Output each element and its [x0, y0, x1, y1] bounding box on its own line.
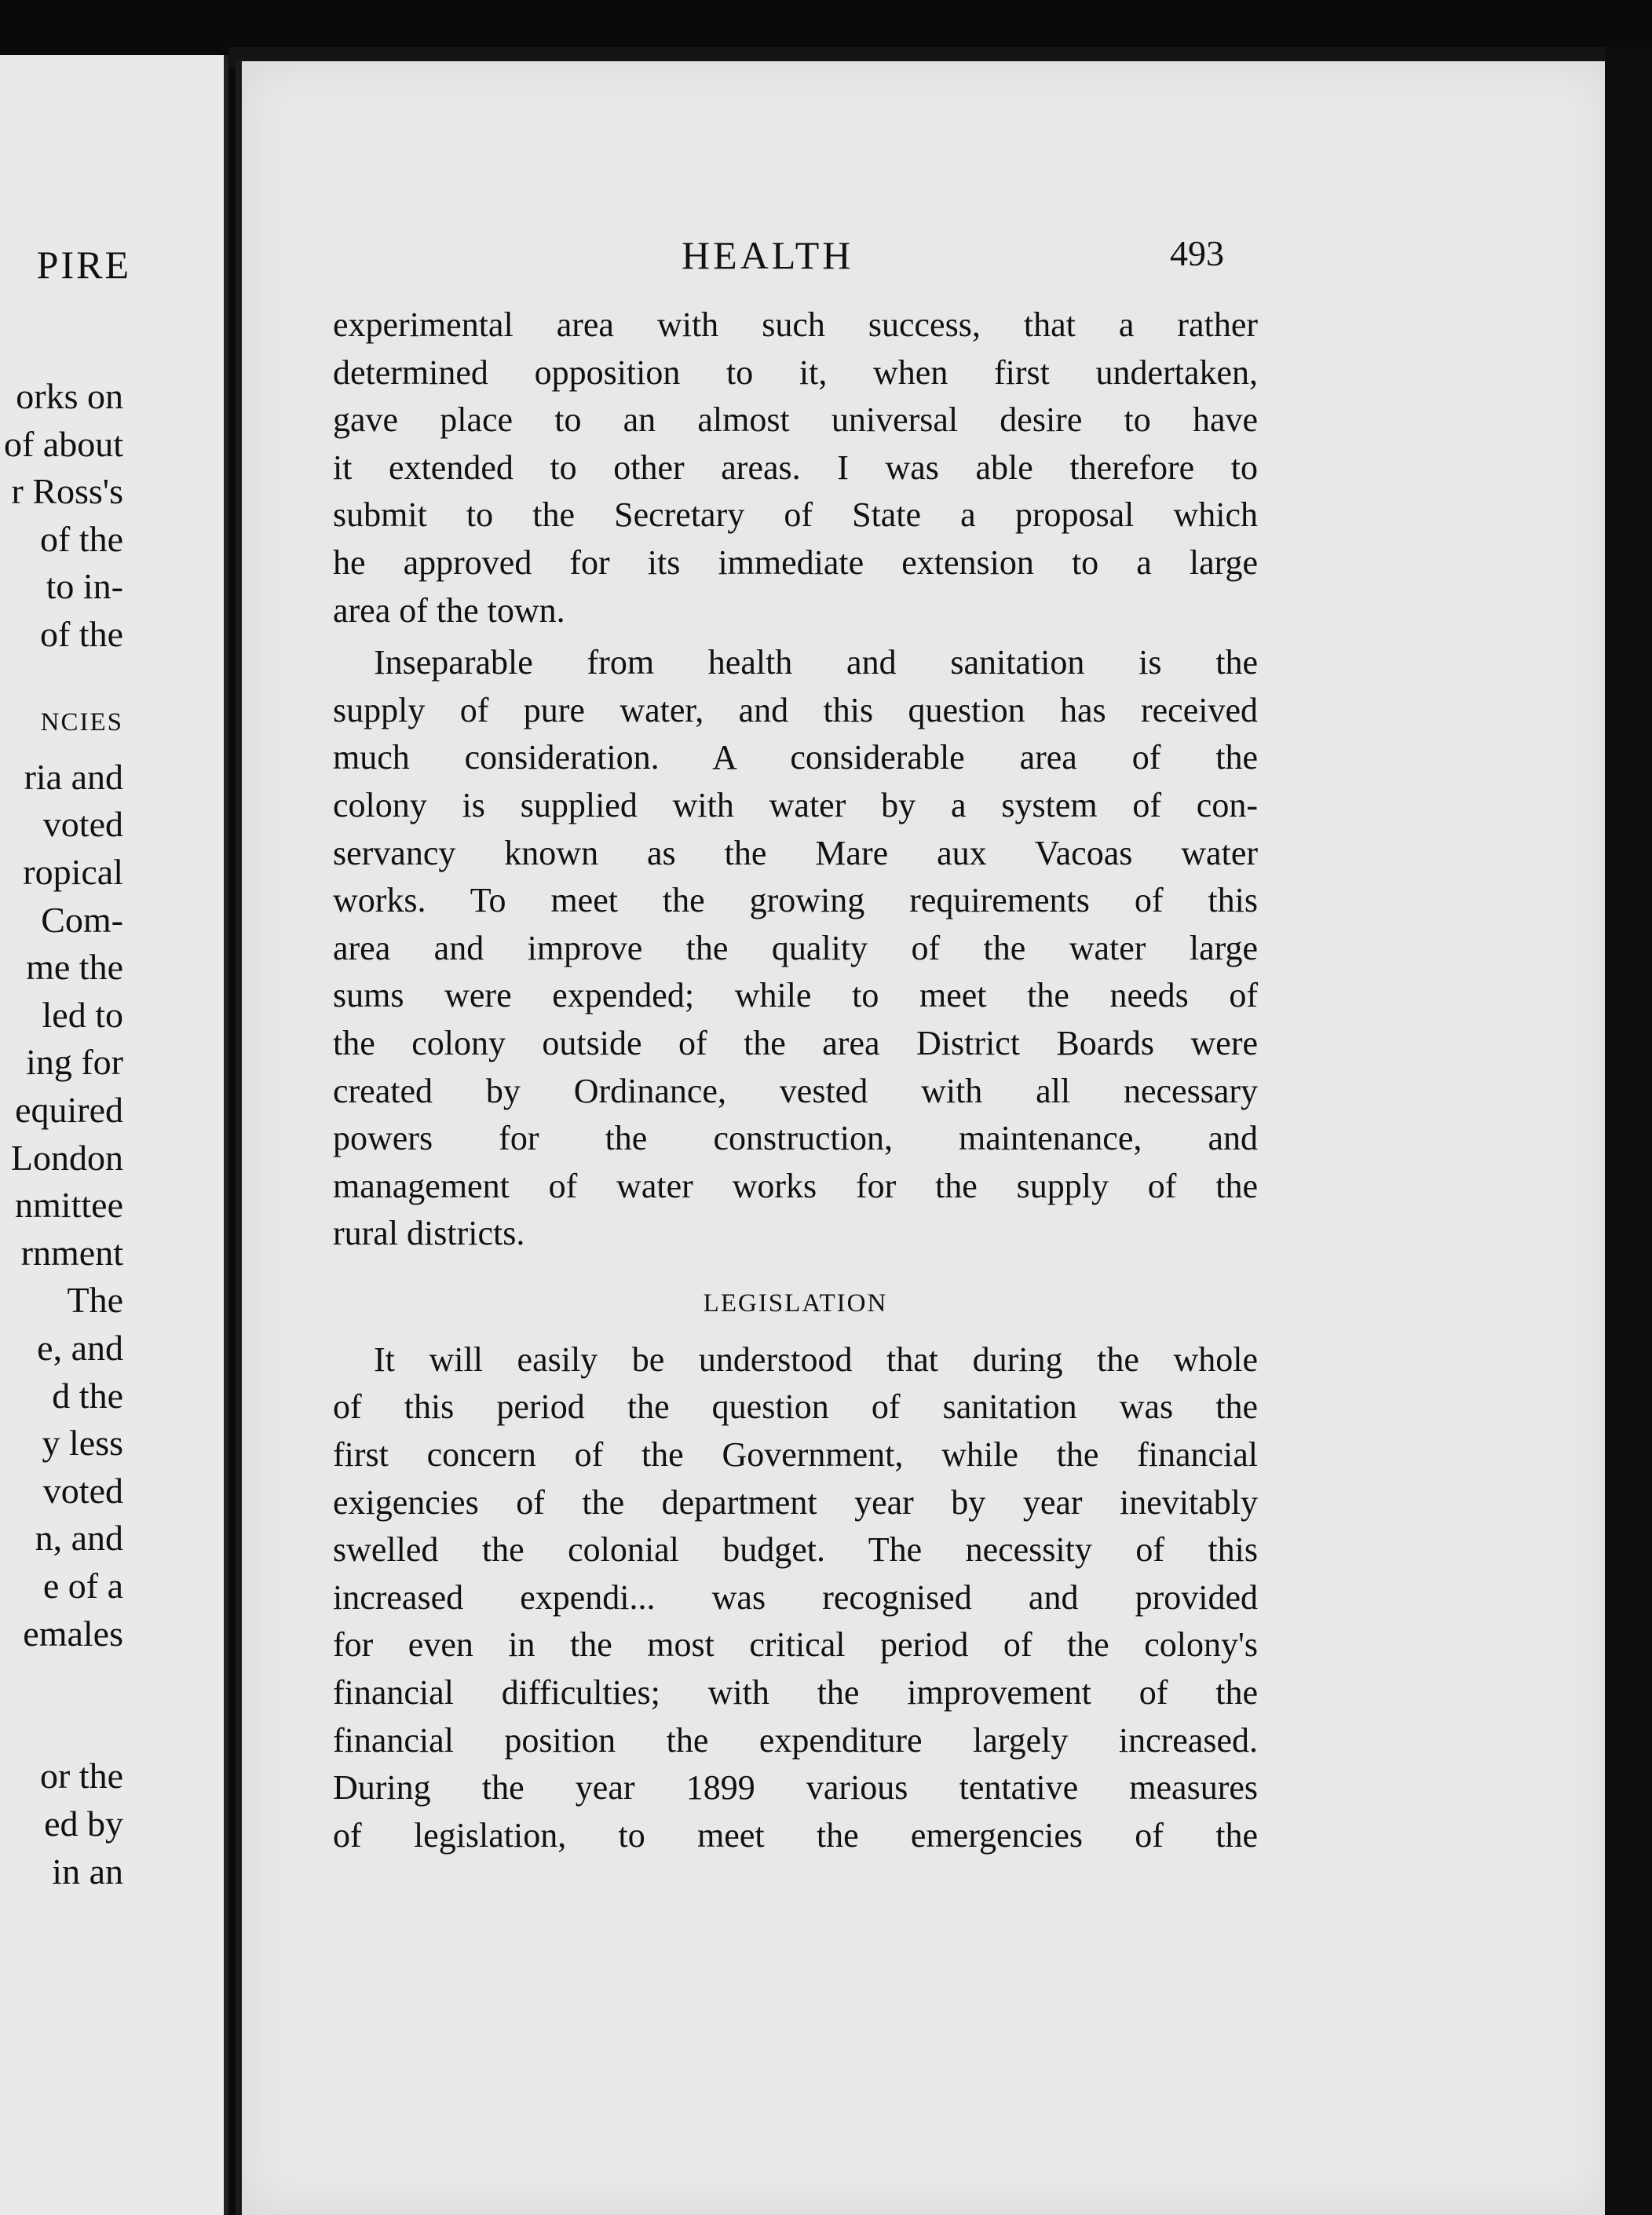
page-number: 493 [1170, 233, 1224, 273]
text-line: experimental area with such success, that a rather [333, 305, 1258, 344]
text-line: area and improve the quality of the water large [333, 928, 1258, 967]
previous-page-line: orks on [16, 376, 123, 416]
text-line: submit to the Secretary of State a proposal which [333, 495, 1258, 535]
text-line: financial difficulties; with the improvement of the [333, 1673, 1258, 1712]
previous-page-line: rnment [20, 1232, 123, 1273]
text-line: much consideration. A considerable area of the [333, 738, 1258, 777]
previous-page-line: of the [39, 518, 123, 559]
text-line: he approved for its immediate extension to a large [333, 543, 1258, 582]
running-head: HEALTH [682, 233, 854, 277]
text-line: financial position the expenditure largely increased. [333, 1720, 1258, 1760]
previous-page-line: nmittee [15, 1185, 123, 1226]
paragraph-2 [333, 639, 1258, 1258]
text-line: for even in the most critical period of the colony's [333, 1625, 1258, 1665]
section-heading: LEGISLATION [703, 1288, 888, 1318]
text-line: increased expendi... was recognised and provided [333, 1577, 1258, 1617]
previous-page-running-head: PIRE [36, 243, 131, 287]
previous-page-line: of the [39, 614, 123, 654]
text-line: of this period the question of sanitation was the [333, 1387, 1258, 1427]
previous-page-line: voted [42, 1470, 123, 1511]
text-line: It will easily be understood that during the whole [374, 1340, 1258, 1379]
previous-page-line: Com- [41, 899, 123, 940]
text-line: powers for the construction, maintenance, and [333, 1119, 1258, 1158]
text-line: During the year 1899 various tentative measures [333, 1768, 1258, 1807]
text-line: gave place to an almost universal desire to have [333, 400, 1258, 440]
text-line: area of the town. [333, 590, 565, 630]
text-line: exigencies of the department year by year inevitably [333, 1482, 1258, 1522]
previous-page-line: of about [3, 423, 123, 464]
previous-page-line: n, and [35, 1518, 123, 1559]
text-line: servancy known as the Mare aux Vacoas water [333, 833, 1258, 872]
text-line: rural districts. [333, 1214, 525, 1253]
previous-page-line: e, and [37, 1328, 123, 1368]
previous-page-line: The [67, 1280, 123, 1321]
text-line: management of water works for the supply of the [333, 1166, 1258, 1205]
previous-page-line: to in- [46, 566, 123, 607]
previous-page-line: y less [42, 1423, 123, 1464]
text-line: sums were expended; while to meet the needs of [333, 976, 1258, 1015]
text-line: the colony outside of the area District Boards were [333, 1023, 1258, 1062]
previous-page-line: me the [26, 947, 123, 988]
previous-page-line: in an [52, 1851, 123, 1892]
text-line: supply of pure water, and this question has received [333, 690, 1258, 729]
page-right-edge [1605, 47, 1652, 2215]
text-line: created by Ordinance, vested with all necessary [333, 1071, 1258, 1110]
previous-page-line: led to [42, 994, 123, 1035]
text-line: first concern of the Government, while the financial [333, 1435, 1258, 1475]
previous-page-line: NCIES [40, 708, 123, 737]
previous-page-line: London [10, 1137, 123, 1178]
text-line: colony is supplied with water by a system of con- [333, 785, 1258, 824]
previous-page-line: ria and [24, 756, 123, 797]
text-line: Inseparable from health and sanitation is the [374, 643, 1258, 682]
paragraph-1 [333, 302, 1258, 634]
text-line: it extended to other areas. I was able therefore to [333, 448, 1258, 487]
previous-page-line: ropical [23, 852, 123, 892]
text-line: determined opposition to it, when first undertaken, [333, 353, 1258, 392]
previous-page-line: ed by [44, 1804, 123, 1844]
previous-page-line: ing for [26, 1042, 123, 1083]
previous-page-line: e of a [42, 1566, 123, 1606]
text-line: swelled the colonial budget. The necessity of this [333, 1530, 1258, 1570]
previous-page-line: equired [15, 1090, 123, 1130]
text-line: works. To meet the growing requirements of this [333, 881, 1258, 920]
previous-page-line: d the [52, 1375, 123, 1416]
body-text [333, 302, 1258, 1859]
previous-page-line: voted [42, 804, 123, 845]
previous-page-line: emales [23, 1613, 123, 1654]
previous-page-line: or the [39, 1756, 123, 1796]
previous-page-line: r Ross's [11, 471, 123, 512]
paragraph-3 [333, 1336, 1258, 1860]
text-line: of legislation, to meet the emergencies of the [333, 1815, 1258, 1855]
previous-page-fragment [0, 55, 228, 2215]
